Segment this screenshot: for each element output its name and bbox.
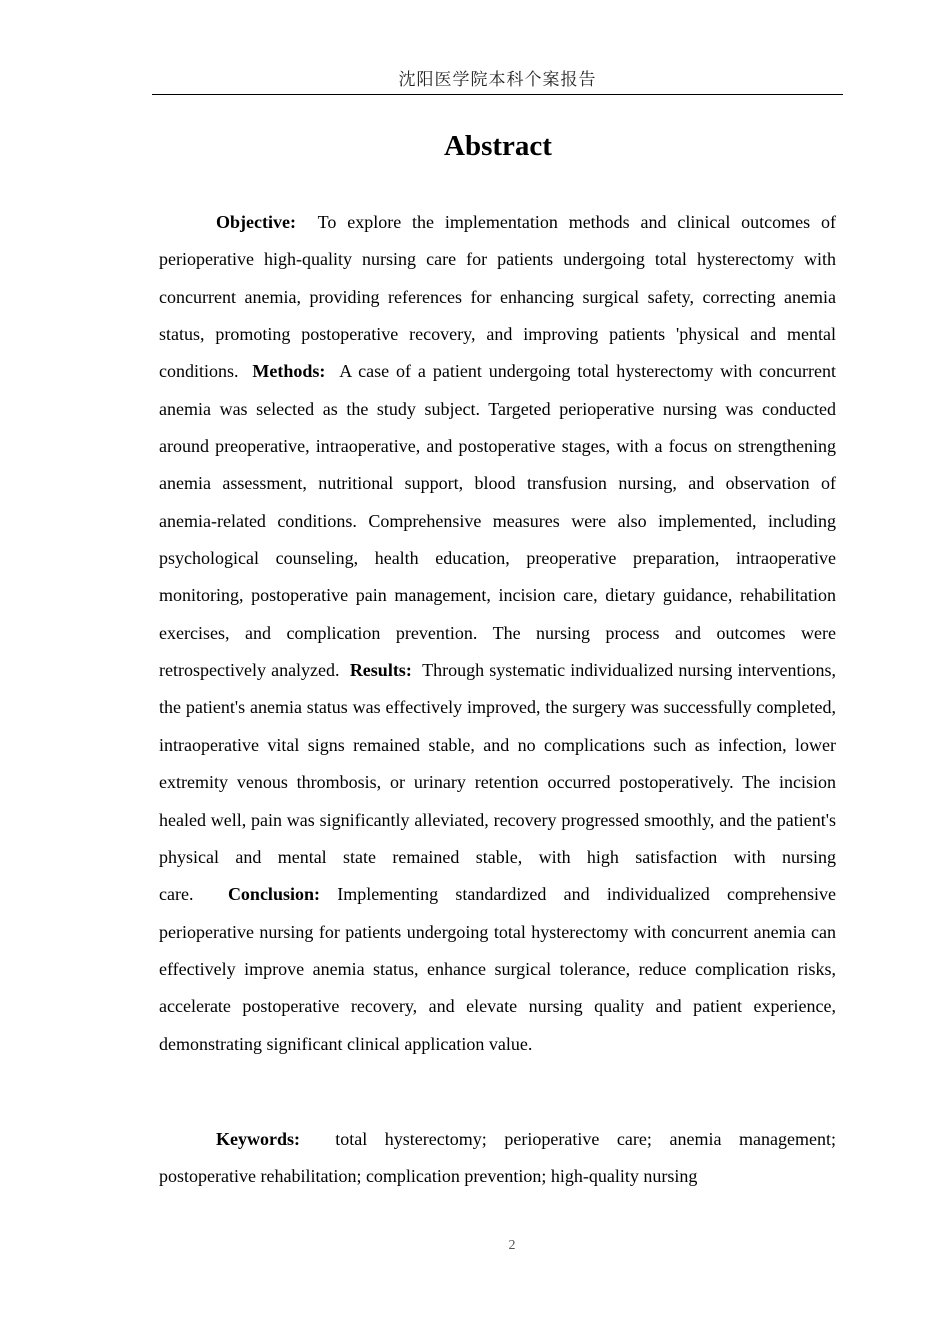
header-title: 沈阳医学院本科个案报告	[398, 70, 597, 90]
keywords-text: total hysterectomy; perioperative care; anemia management; postoperative rehabilitation; complication prevention; high-quality nursing	[159, 1129, 836, 1186]
page-header	[152, 66, 843, 95]
abstract-heading: Abstract	[444, 130, 552, 162]
keywords-paragraph	[159, 1121, 836, 1195]
keywords-label: Keywords:	[216, 1129, 300, 1149]
conclusion-label: Conclusion:	[227, 884, 320, 905]
page-number: 2	[508, 1238, 516, 1253]
methods-text: A case of a patient undergoing total hysterectomy with concurrent anemia was selected as the study subject. Targeted perioperative nursing was conducted around preoperative, intraoperative, and postoperative stages, with a focus on strengthening anemia assessment, nutritional support, blood transfusion nursing, and observation of anemia-related conditions. Comprehensive measures were also implemented, including psychological counseling, health education, preoperative preparation, intraoperative monitoring, postoperative pain management, incision care, dietary guidance, rehabilitation exercises, and complication prevention. The nursing process and outcomes were retrospectively analyzed.	[159, 361, 836, 681]
results-text: Through systematic individualized nursing interventions, the patient's anemia status was effectively improved, the surgery was successfully completed, intraoperative vital signs remained stable, and no complications such as infection, lower extremity venous thrombosis, or urinary retention occurred postoperatively. The incision healed well, pain was significantly alleviated, recovery progressed smoothly, and the patient's physical and mental state remained stable, with high satisfaction with nursing care.	[159, 660, 837, 905]
methods-label: Methods:	[252, 361, 326, 382]
results-label: Results:	[349, 660, 412, 681]
abstract-paragraph	[159, 204, 836, 1063]
objective-label: Objective:	[216, 212, 296, 232]
conclusion-text: Implementing standardized and individualized comprehensive perioperative nursing for patients undergoing total hysterectomy with concurrent anemia can effectively improve anemia status, enhance surgical tolerance, reduce complication risks, accelerate postoperative recovery, and elevate nursing quality and patient experience, demonstrating significant clinical application value.	[159, 884, 836, 1054]
objective-text: To explore the implementation methods and clinical outcomes of perioperative high-quality nursing care for patients undergoing total hysterectomy with concurrent anemia, providing references for enhancing surgical safety, correcting anemia status, promoting postoperative recovery, and improving patients 'physical and mental conditions.	[159, 212, 836, 382]
